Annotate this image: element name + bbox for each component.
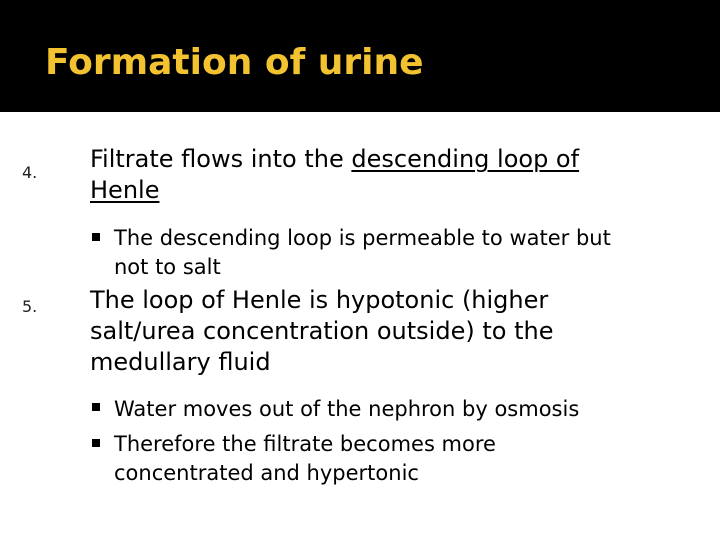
- item-number: 4.: [22, 163, 38, 182]
- sub-bullet: [114, 395, 579, 424]
- item-line: [90, 144, 650, 175]
- sub-bullet-line: not to salt: [114, 255, 221, 279]
- square-bullet-icon: [92, 233, 100, 241]
- sub-bullet-line: concentrated and hypertonic: [114, 461, 419, 485]
- item-text: Filtrate flows into the: [90, 145, 352, 173]
- item-text-underlined: descending loop of: [351, 145, 580, 173]
- list-item-5: [90, 285, 650, 378]
- item-line: salt/urea concentration outside) to the: [90, 317, 554, 345]
- item-line: medullary fluid: [90, 348, 271, 376]
- sub-bullet: [114, 430, 496, 488]
- square-bullet-icon: [92, 439, 100, 447]
- item-line: The loop of Henle is hypotonic (higher: [90, 286, 549, 314]
- item-number: 5.: [22, 297, 38, 316]
- item-text-underlined-cont: Henle: [90, 176, 160, 204]
- square-bullet-icon: [92, 403, 100, 411]
- slide-title: Formation of urine: [45, 42, 424, 83]
- sub-bullet-line: The descending loop is permeable to water but: [114, 226, 611, 250]
- sub-bullet-line: Water moves out of the nephron by osmosis: [114, 397, 580, 421]
- sub-bullet: [114, 224, 611, 282]
- list-item-4: [90, 144, 650, 206]
- sub-bullet-line: Therefore the filtrate becomes more: [114, 432, 496, 456]
